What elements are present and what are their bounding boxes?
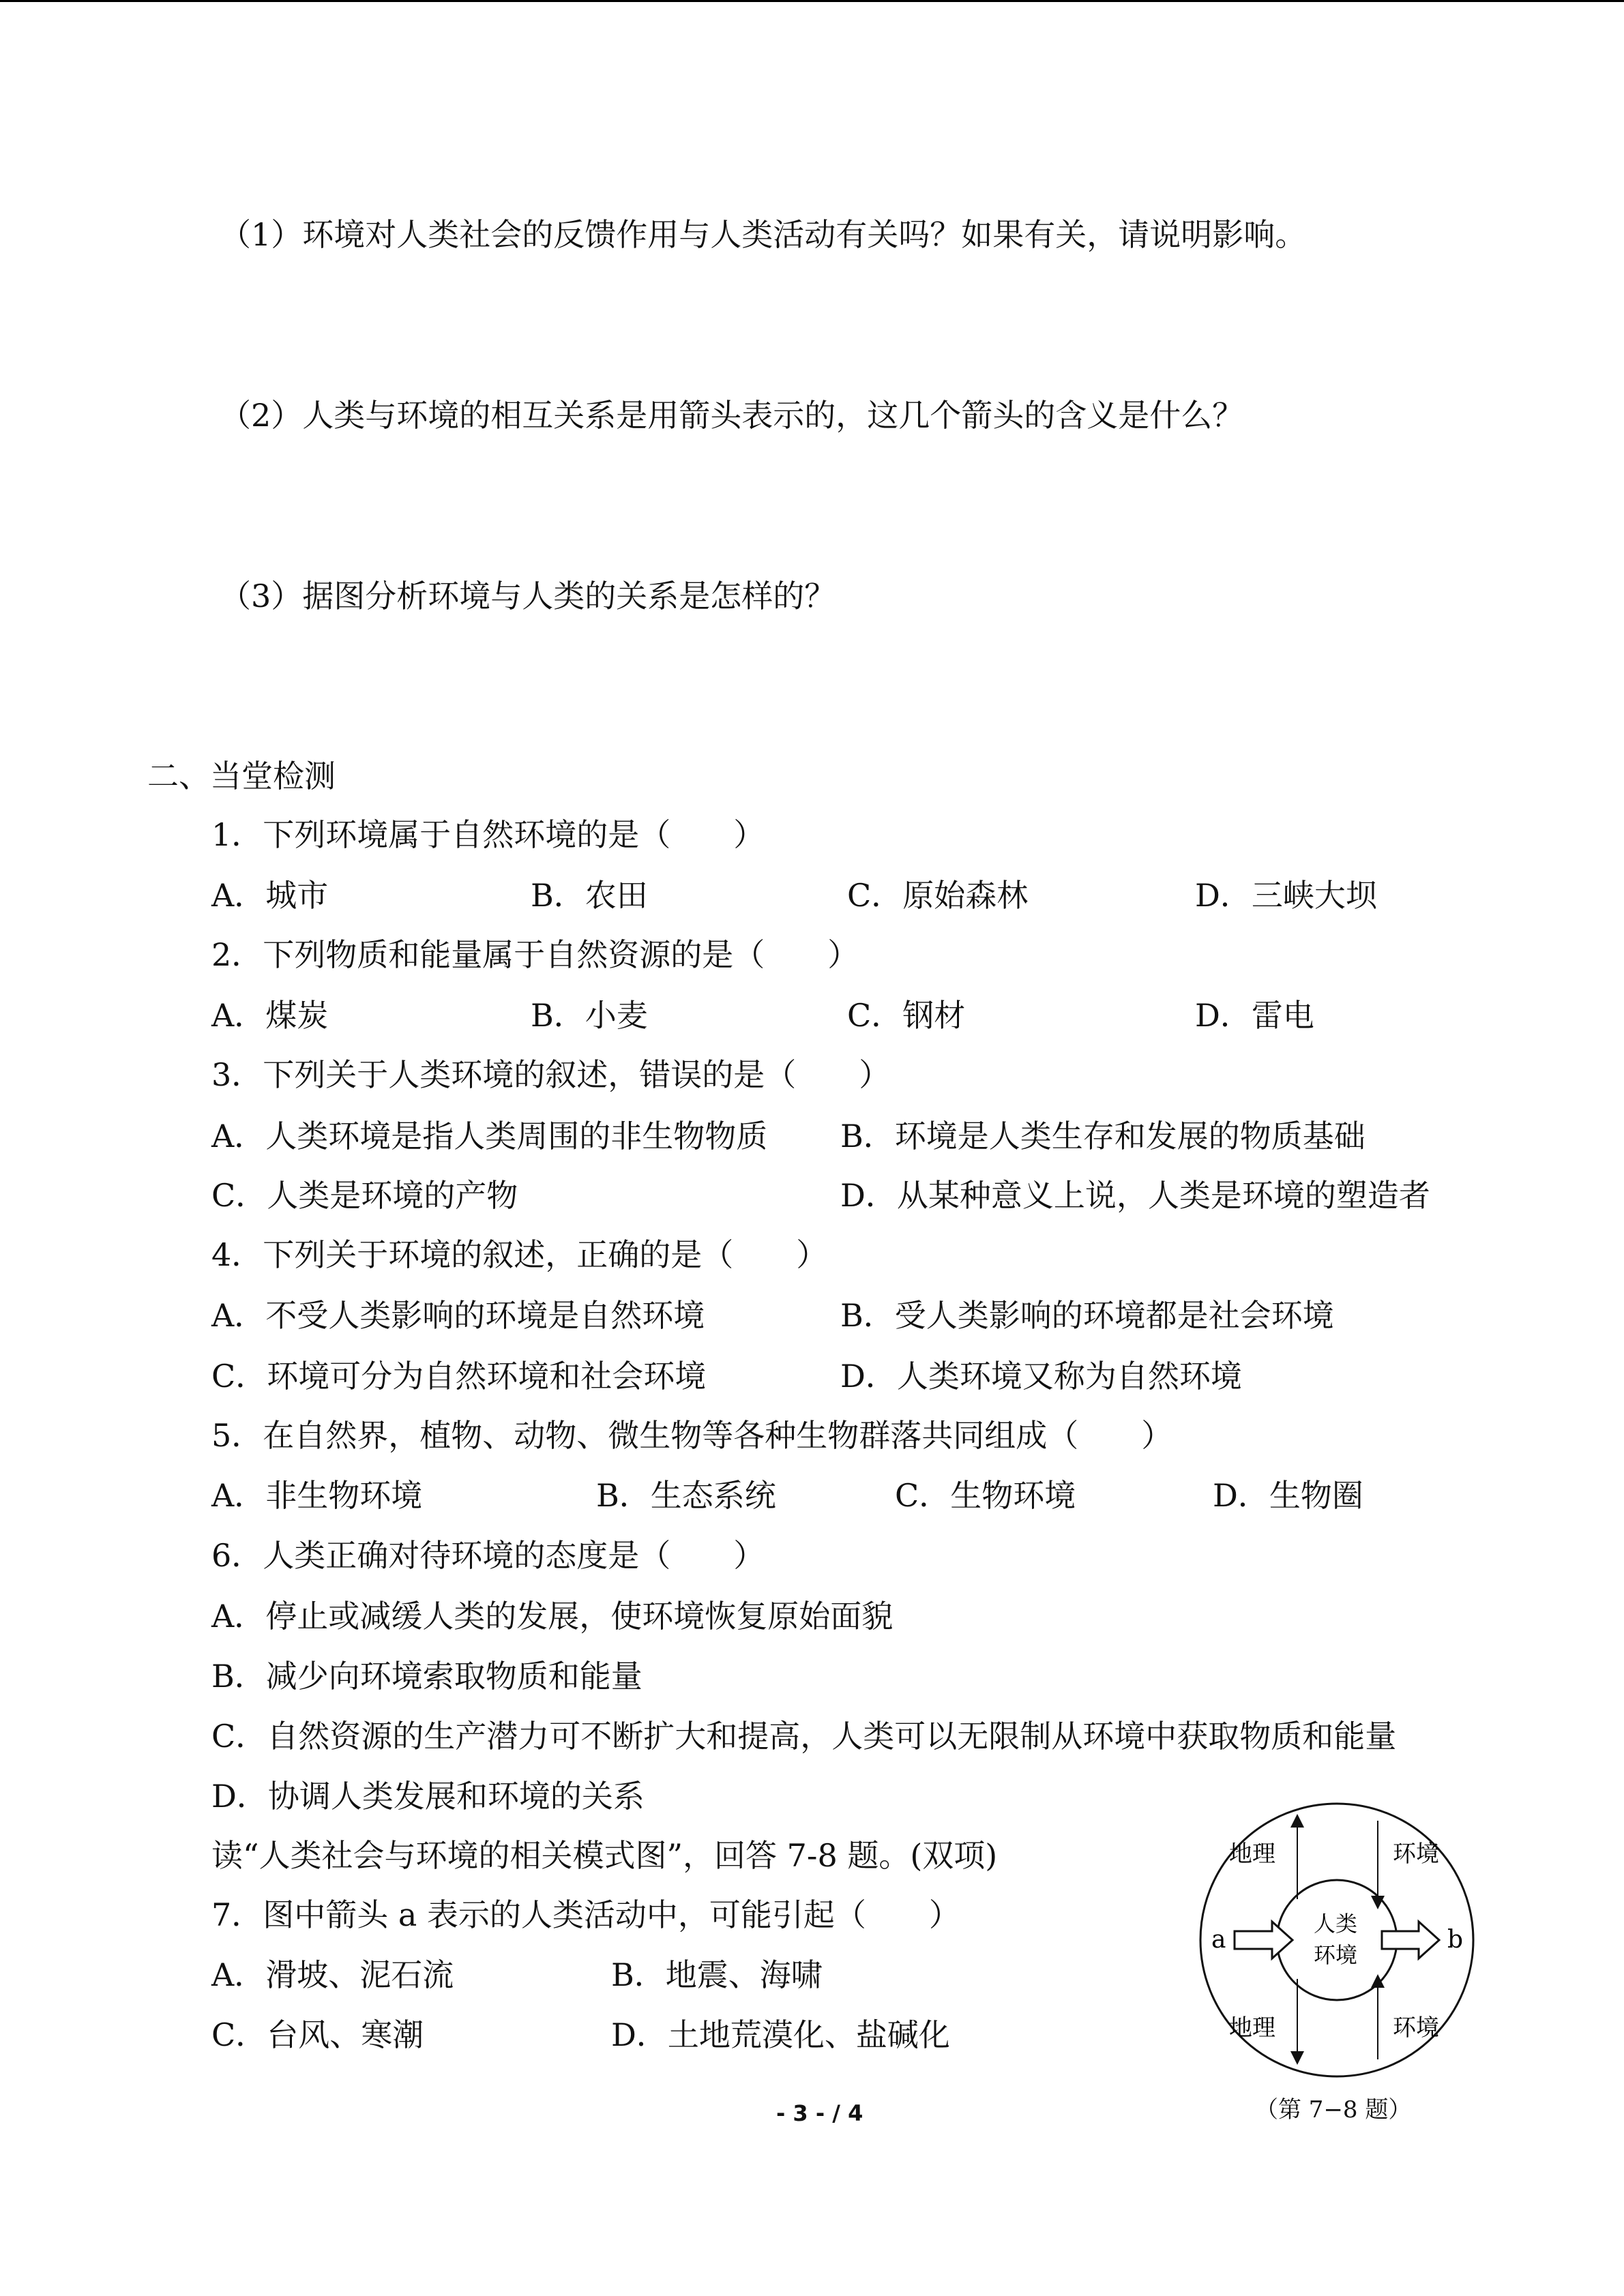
question-2-text: （2）人类与环境的相互关系是用箭头表示的，这几个箭头的含义是什么？ xyxy=(220,397,1244,434)
label-center-bottom: 环境 xyxy=(1314,1942,1358,1968)
q6-option-d: D．协调人类发展和环境的关系 xyxy=(211,1778,645,1815)
figure-caption: （第 7−8 题） xyxy=(1255,2096,1412,2123)
q2-option-a: A．煤炭 xyxy=(211,997,329,1034)
q2-option-d: D．雷电 xyxy=(1195,997,1314,1034)
section-title: 二、当堂检测 xyxy=(147,758,336,794)
read-note: 读“人类社会与环境的相关模式图”，回答 7-8 题。(双项) xyxy=(211,1837,998,1874)
q1-option-b: B．农田 xyxy=(531,877,648,914)
q5-stem: 5．在自然界，植物、动物、微生物等各种生物群落共同组成（ ） xyxy=(211,1417,1173,1454)
q4-option-d: D．人类环境又称为自然环境 xyxy=(840,1358,1242,1395)
arrow-b xyxy=(1382,1922,1439,1958)
q7-option-b: B．地震、海啸 xyxy=(611,1956,823,1993)
label-top-right: 环境 xyxy=(1393,1840,1439,1868)
q1-option-d: D．三峡大坝 xyxy=(1195,877,1377,914)
question-1-text: （1）环境对人类社会的反馈作用与人类活动有关吗？如果有关，请说明影响。 xyxy=(220,216,1307,253)
label-bottom-right: 环境 xyxy=(1393,2014,1439,2042)
q3-option-b: B．环境是人类生存和发展的物质基础 xyxy=(840,1118,1365,1154)
label-top-left: 地理 xyxy=(1229,1840,1275,1868)
q7-option-d: D．土地荒漠化、盐碱化 xyxy=(611,2016,950,2053)
q4-option-b: B．受人类影响的环境都是社会环境 xyxy=(840,1297,1334,1334)
q6-option-c: C．自然资源的生产潜力可不断扩大和提高，人类可以无限制从环境中获取物质和能量 xyxy=(211,1718,1397,1755)
page-top-border xyxy=(0,0,1624,2)
q6-option-b: B．减少向环境索取物质和能量 xyxy=(211,1658,643,1695)
q6-stem: 6．人类正确对待环境的态度是（ ） xyxy=(211,1537,765,1574)
label-bottom-left: 地理 xyxy=(1229,2014,1275,2042)
q4-option-c: C．环境可分为自然环境和社会环境 xyxy=(211,1358,707,1395)
q7-stem: 7．图中箭头 a 表示的人类活动中，可能引起（ ） xyxy=(211,1896,960,1933)
inner-circle xyxy=(1277,1880,1397,2000)
q3-option-a: A．人类环境是指人类周围的非生物物质 xyxy=(211,1118,768,1154)
arrow-a xyxy=(1235,1922,1293,1958)
label-b: b xyxy=(1447,1926,1464,1954)
q3-option-d: D．从某种意义上说，人类是环境的塑造者 xyxy=(840,1177,1430,1214)
page-number: - 3 - / 4 xyxy=(776,2100,863,2126)
q1-option-c: C．原始森林 xyxy=(847,877,1029,914)
question-3-text: （3）据图分析环境与人类的关系是怎样的？ xyxy=(220,578,836,614)
q5-option-c: C．生物环境 xyxy=(895,1477,1076,1514)
q7-option-a: A．滑坡、泥石流 xyxy=(211,1956,454,1993)
q5-option-b: B．生态系统 xyxy=(596,1477,776,1514)
label-center-top: 人类 xyxy=(1314,1911,1358,1937)
q5-option-d: D．生物圈 xyxy=(1213,1477,1363,1514)
figure-diagram xyxy=(1180,1800,1494,2087)
q1-stem: 1．下列环境属于自然环境的是（ ） xyxy=(211,816,765,853)
q3-stem: 3．下列关于人类环境的叙述，错误的是（ ） xyxy=(211,1056,891,1093)
q1-option-a: A．城市 xyxy=(211,877,329,914)
q5-option-a: A．非生物环境 xyxy=(211,1477,423,1514)
q2-option-c: C．钢材 xyxy=(847,997,966,1034)
q2-option-b: B．小麦 xyxy=(531,997,648,1034)
environment-model-figure xyxy=(1180,1800,1494,2087)
q2-stem: 2．下列物质和能量属于自然资源的是（ ） xyxy=(211,936,859,973)
q3-option-c: C．人类是环境的产物 xyxy=(211,1177,518,1214)
label-a: a xyxy=(1211,1926,1226,1954)
q6-option-a: A．停止或减缓人类的发展，使环境恢复原始面貌 xyxy=(211,1598,894,1635)
q7-option-c: C．台风、寒潮 xyxy=(211,2016,424,2053)
q4-stem: 4．下列关于环境的叙述，正确的是（ ） xyxy=(211,1236,828,1273)
q4-option-a: A．不受人类影响的环境是自然环境 xyxy=(211,1297,705,1334)
